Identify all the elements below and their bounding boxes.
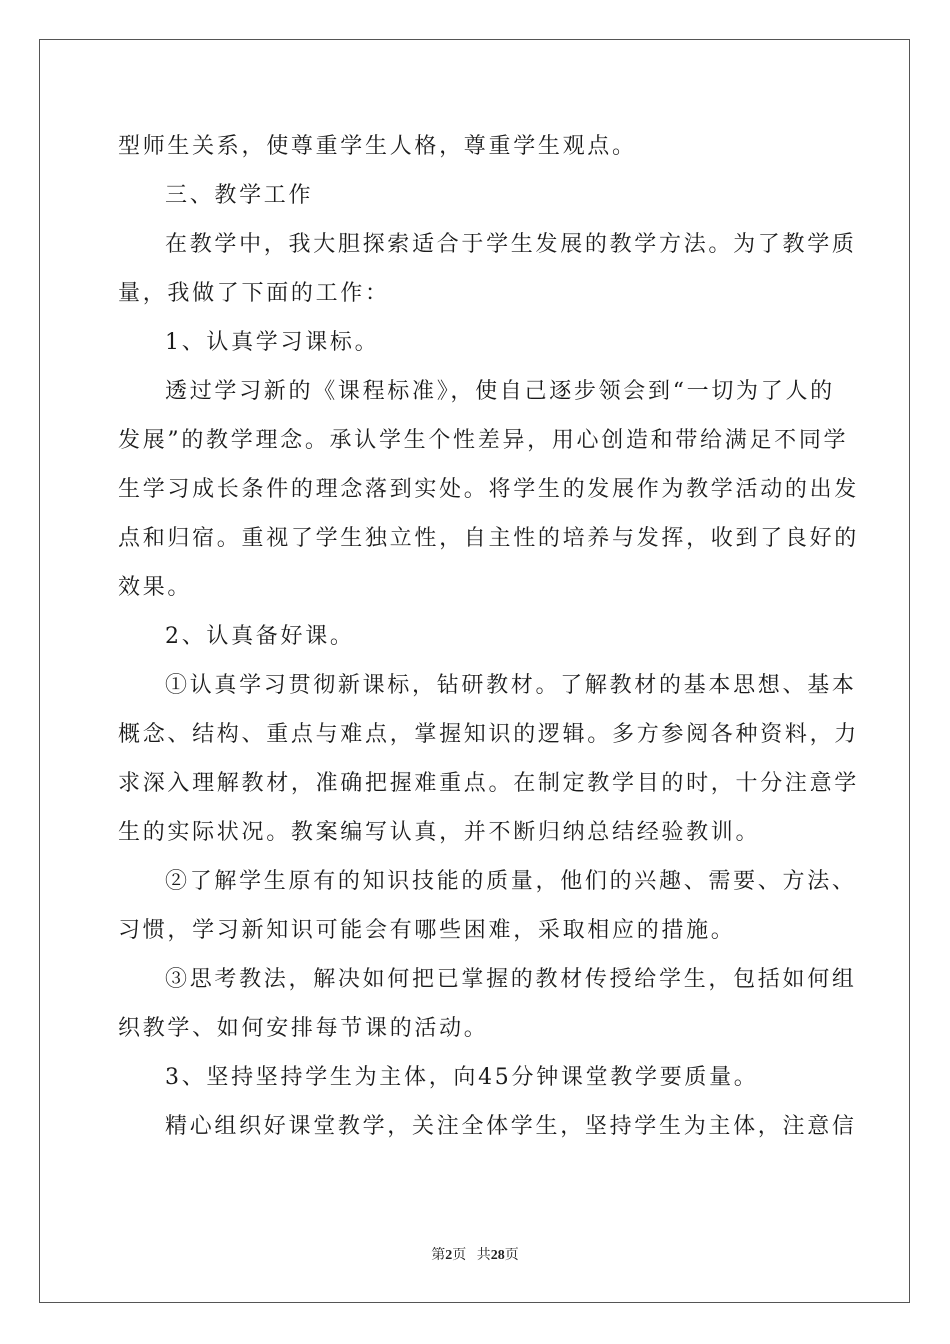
page-number: 2 xyxy=(445,1248,453,1263)
text-line: 精心组织好课堂教学，关注全体学生，坚持学生为主体，注意信 xyxy=(165,1114,857,1139)
subsection-heading: 2、认真备好课。 xyxy=(165,624,355,649)
text-line: 在教学中，我大胆探索适合于学生发展的教学方法。为了教学质 xyxy=(165,232,857,257)
text-line: 织教学、如何安排每节课的活动。 xyxy=(118,1016,489,1041)
text-line: 效果。 xyxy=(118,575,193,600)
document-body xyxy=(118,122,860,1151)
text-line: 透过学习新的《课程标准》，使自己逐步领会到“一切为了人的 xyxy=(165,379,835,404)
text-line: 求深入理解教材，准确把握难重点。在制定教学目的时，十分注意学 xyxy=(118,771,860,796)
text-line: 量，我做了下面的工作： xyxy=(118,281,390,306)
text-line: 习惯，学习新知识可能会有哪些困难，采取相应的措施。 xyxy=(118,918,736,943)
text-line: 型师生关系，使尊重学生人格，尊重学生观点。 xyxy=(118,134,637,159)
text-line: 发展”的教学理念。承认学生个性差异，用心创造和带给满足不同学 xyxy=(118,428,849,453)
text-line: 点和归宿。重视了学生独立性，自主性的培养与发挥，收到了良好的 xyxy=(118,526,860,551)
text-line: 生学习成长条件的理念落到实处。将学生的发展作为教学活动的出发 xyxy=(118,477,860,502)
page-prefix: 第 xyxy=(431,1248,446,1263)
total-prefix: 共 xyxy=(476,1248,491,1263)
total-suffix: 页 xyxy=(504,1248,519,1263)
section-heading: 三、教学工作 xyxy=(165,183,314,208)
text-line: 生的实际状况。教案编写认真，并不断归纳总结经验教训。 xyxy=(118,820,761,845)
subsection-heading: 1、认真学习课标。 xyxy=(165,330,380,355)
text-line: ③思考教法，解决如何把已掌握的教材传授给学生，包括如何组 xyxy=(165,967,857,992)
total-pages: 28 xyxy=(490,1248,505,1263)
text-line: ①认真学习贯彻新课标，钻研教材。了解教材的基本思想、基本 xyxy=(165,673,857,698)
page-footer xyxy=(0,1244,950,1264)
subsection-heading: 3、坚持坚持学生为主体，向45分钟课堂教学要质量。 xyxy=(165,1065,759,1090)
text-line: ②了解学生原有的知识技能的质量，他们的兴趣、需要、方法、 xyxy=(165,869,857,894)
page-suffix: 页 xyxy=(452,1248,467,1263)
text-line: 概念、结构、重点与难点，掌握知识的逻辑。多方参阅各种资料，力 xyxy=(118,722,860,747)
